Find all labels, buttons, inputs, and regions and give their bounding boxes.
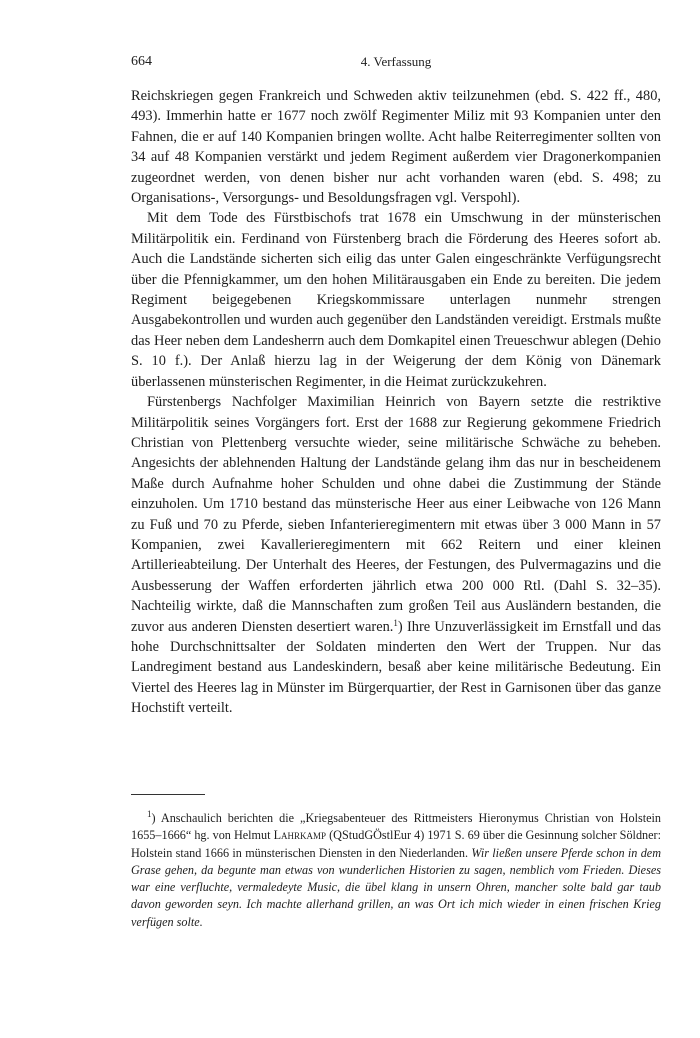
- footnote-quote: Wir ließen unsere Pferde schon in dem Grase gehen, da begunte man etwas von wunderlichen Historien zu sagen, nemblich vom Frieden. Dieses war eine verfluchte, vermaledeyte Music, die übel klang in unsern Ohren, mancher solte bald gar taub davon geworden seyn. Ich machte allerhand grillen, an was Ort ich mich wieder in einen frischen Krieg verfügen solte.: [131, 845, 662, 929]
- footnotes: [131, 810, 661, 931]
- footnote-separator: [131, 794, 205, 795]
- body-text: [131, 86, 661, 719]
- page-number: 664: [131, 54, 152, 69]
- footnote-reference-1[interactable]: 1: [393, 617, 398, 628]
- paragraph-3-part-b: ) Ihre Unzuverlässigkeit im Ernstfall und das hohe Durchschnittsalter der Soldaten minderten den Wert der Truppen. Nur das Landregiment bestand aus Landeskindern, besaß aber keine militärische Bedeutung. Ein Viertel des Heeres lag in Münster im Bürgerquartier, der Rest in Garnisonen über das ganze Hochstift verteilt.: [131, 618, 662, 717]
- footnote-text-a: ) Anschaulich berichten die „Kriegsabenteuer des Rittmeisters Hieronymus Christian von Holstein 1655–1666“ hg. von Helmut: [131, 811, 661, 843]
- footnote-author: Lahrkamp: [273, 828, 327, 843]
- footnote-text-b: (QStudGÖstlEur 4) 1971 S. 69 über die Gesinnung solcher Söldner: Holstein stand 1666 in münsterischen Diensten in den Niederlanden.: [131, 828, 661, 860]
- paragraph-1: Reichskriegen gegen Frankreich und Schweden aktiv teilzunehmen (ebd. S. 422 ff., 480, 493). Immerhin hatte er 1677 noch zwölf Regimenter Miliz mit 93 Kompanien unter den Fahnen, die er auf 140 Kompanien bringen wollte. Acht halbe Reiterregimenter sollten von 34 auf 48 Kompanien verstärkt und jedem Regiment außerdem vier Dragonerkompanien zugeordnet werden, von denen bisher nur acht vorhanden waren (ebd. S. 498; zu Organisations-, Versorgungs- und Besoldungsfragen vgl. Verspohl).: [131, 88, 661, 207]
- footnote-1: [131, 810, 661, 931]
- paragraph-3-part-a: Fürstenbergs Nachfolger Maximilian Heinrich von Bayern setzte die restriktive Militärpolitik seines Vorgängers fort. Erst der 1688 zur Regierung gekommene Friedrich Christian von Plettenberg versuchte wieder, seine militärische Schwäche zu beheben. Angesichts der ablehnenden Haltung der Landstände gelang ihm das nur in bescheidenem Maße durch Aufnahme hoher Schulden und ohne dabei die Zustimmung der Stände einzuholen. Um 1710 bestand das münsterische Heer aus einer Leibwache von 126 Mann zu Fuß und 70 zu Pferde, sieben Infanterieregimentern mit etwas über 3 000 Mann in 57 Kompanien, zwei Kavallerieregimentern mit 662 Reitern und einer kleinen Artillerieabteilung. Der Unterhalt des Heeres, der Festungen, des Pulvermagazins und die Ausbesserung der Waffen erforderten jährlich etwa 200 000 Rtl. (Dahl S. 32–35). Nachteilig wirkte, daß die Mannschaften zum großen Teil aus Ausländern bestanden, die zuvor aus anderen Diensten desertiert waren.: [131, 394, 661, 635]
- paragraph-2: Mit dem Tode des Fürstbischofs trat 1678 ein Umschwung in der münsterischen Militärpolitik ein. Ferdinand von Fürstenberg brach die Förderung des Heeres sofort ab. Auch die Landstände sicherten sich eilig das unter Galen eingeschränkte Verfügungsrecht über die Pfennigkammer, um den hohen Militärausgaben ein Ende zu bereiten. Die jedem Regiment beigegebenen Kriegskommissare unterlagen nunmehr strengen Ausgabekontrollen und wurden auch gegenüber den Landständen vereidigt. Erstmals mußte das Heer neben dem Landesherrn auch dem Domkapitel einen Treueschwur ablegen (Dehio S. 10 f.). Der Anlaß hierzu lag in der Weigerung der dem König von Dänemark überlassenen münsterischen Regimenter, in die Heimat zurückzukehren.: [131, 210, 661, 390]
- running-head: 4. Verfassung: [360, 54, 432, 69]
- paragraph-3: [131, 392, 661, 719]
- footnote-mark: 1: [147, 809, 152, 819]
- page-header: [131, 52, 661, 72]
